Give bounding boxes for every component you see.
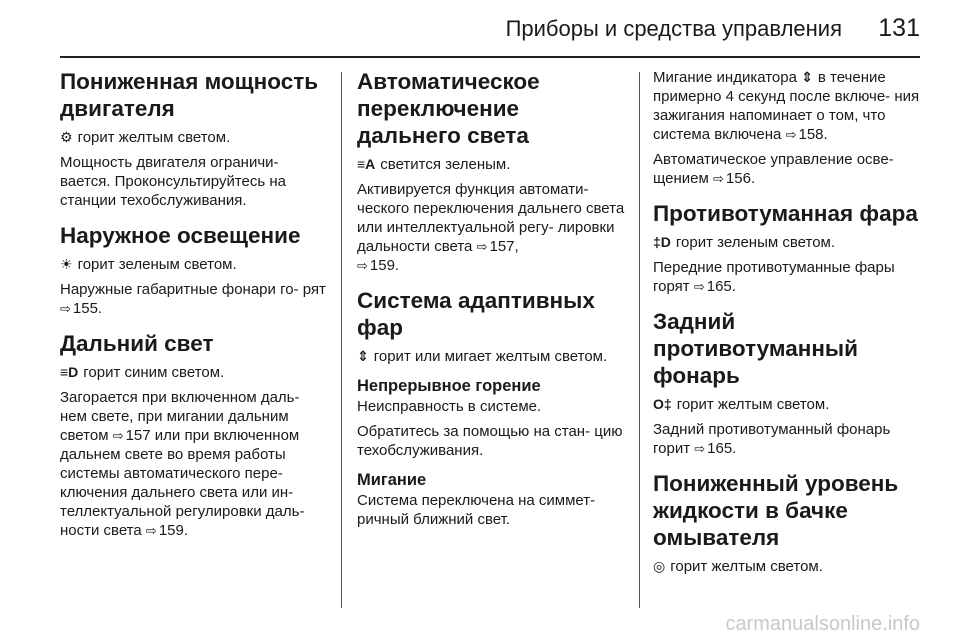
section-body: Загорается при включенном даль- нем свете, при мигании дальним светом ⇨ 157 или при включенном дальнем свете во время работы системы автоматического пере- ключения дальнего света или ин- теллектуальной регулировки даль- ности света ⇨ 159. bbox=[60, 389, 305, 539]
page-header bbox=[0, 0, 960, 56]
section-title: Наружное освещение bbox=[60, 223, 301, 248]
indicator-line bbox=[357, 347, 629, 366]
section-title: Дальний свет bbox=[60, 331, 214, 356]
indicator-text: горит желтым светом. bbox=[670, 558, 823, 575]
section-title: Задний противотуманный фонарь bbox=[653, 309, 858, 388]
adaptive-light-icon: ⇕ bbox=[801, 69, 813, 85]
washer-fluid-icon: ◎ bbox=[653, 558, 666, 574]
exterior-light-icon: ☀ bbox=[60, 256, 73, 272]
section-title: Система адаптивных фар bbox=[357, 288, 595, 340]
ref-arrow-icon: ⇨ bbox=[112, 428, 124, 443]
page-ref: 165. bbox=[707, 440, 737, 457]
indicator-text: горит желтым светом. bbox=[676, 396, 830, 413]
section-title: Автоматическое переключение дальнего света bbox=[357, 69, 540, 148]
indicator-text: горит синим светом. bbox=[83, 364, 225, 381]
ref-arrow-icon: ⇨ bbox=[60, 301, 71, 316]
page-ref: 155. bbox=[72, 300, 103, 317]
section-body: Наружные габаритные фонари го- рят ⇨ 155. bbox=[60, 281, 326, 317]
indicator-line bbox=[60, 363, 328, 382]
section-body: Активируется функция автомати- ческого переключения дальнего света или интеллектуальной регу- лировки дальности света ⇨ 157, ⇨ 159. bbox=[357, 181, 625, 274]
column-divider-2 bbox=[639, 72, 640, 608]
ref-arrow-icon: ⇨ bbox=[785, 127, 797, 142]
section-body: Мощность двигателя ограничи- вается. Проконсультируйтесь на станции техобслуживания. bbox=[60, 154, 286, 209]
section-flashing-continued bbox=[653, 68, 928, 188]
page-ref: 159. bbox=[369, 257, 400, 274]
page-ref: 156. bbox=[725, 170, 756, 187]
ref-arrow-icon: ⇨ bbox=[713, 171, 724, 186]
column-1 bbox=[60, 68, 328, 552]
indicator-text: горит зеленым светом. bbox=[675, 234, 836, 251]
section-title: Пониженная мощность двигателя bbox=[60, 69, 319, 121]
indicator-line bbox=[357, 155, 629, 174]
fog-light-icon: ‡D bbox=[653, 234, 671, 250]
indicator-line bbox=[653, 557, 928, 576]
section-rear-fog-light bbox=[653, 308, 928, 458]
section-body: Неисправность в системе. bbox=[357, 398, 542, 415]
page-number: 131 bbox=[878, 14, 920, 42]
section-title: Противотуманная фара bbox=[653, 201, 918, 226]
column-divider-1 bbox=[341, 72, 342, 608]
section-body: Система переключена на симмет- ричный ближний свет. bbox=[357, 492, 596, 528]
section-body: Автоматическое управление осве- щением ⇨ 156. bbox=[653, 151, 894, 187]
ref-arrow-icon: ⇨ bbox=[693, 279, 705, 294]
indicator-line bbox=[60, 255, 328, 274]
section-body: Мигание индикатора ⇕ в течение примерно 4 секунд после включе- ния зажигания напоминает о том, что система включена ⇨ 158. bbox=[653, 69, 920, 143]
section-body: Передние противотуманные фары горят ⇨ 165. bbox=[653, 259, 895, 295]
ref-arrow-icon: ⇨ bbox=[145, 523, 157, 538]
section-adaptive-lights bbox=[357, 287, 629, 529]
ref-arrow-icon: ⇨ bbox=[694, 441, 706, 456]
page-header-title: Приборы и средства управления bbox=[505, 16, 842, 41]
section-auto-high-beam bbox=[357, 68, 629, 275]
subsection-title: Мигание bbox=[357, 471, 427, 489]
page-ref: 157, bbox=[489, 238, 519, 255]
ref-arrow-icon: ⇨ bbox=[357, 258, 368, 273]
page-ref: 158. bbox=[798, 126, 828, 143]
indicator-text: светится зеленым. bbox=[380, 156, 511, 173]
section-high-beam bbox=[60, 330, 328, 540]
indicator-text: горит или мигает желтым светом. bbox=[373, 348, 608, 365]
section-fog-light bbox=[653, 200, 928, 296]
auto-high-beam-icon: ≡A bbox=[357, 156, 376, 172]
section-washer-fluid bbox=[653, 470, 928, 576]
indicator-text: горит желтым светом. bbox=[77, 129, 231, 146]
engine-power-icon: ⚙ bbox=[60, 129, 73, 145]
watermark: carmanualsonline.info bbox=[725, 613, 920, 635]
ref-arrow-icon: ⇨ bbox=[476, 239, 488, 254]
column-2 bbox=[357, 68, 629, 541]
section-body: Обратитесь за помощью на стан- цию техобслуживания. bbox=[357, 423, 623, 459]
page-ref: 157 bbox=[125, 427, 151, 444]
section-reduced-power bbox=[60, 68, 328, 210]
header-divider bbox=[60, 56, 920, 58]
indicator-text: горит зеленым светом. bbox=[77, 256, 237, 273]
column-3 bbox=[653, 68, 928, 588]
page-ref: 165. bbox=[706, 278, 736, 295]
section-exterior-light bbox=[60, 222, 328, 318]
adaptive-light-icon: ⇕ bbox=[357, 348, 369, 364]
section-title: Пониженный уровень жидкости в бачке омывателя bbox=[653, 471, 899, 550]
indicator-line bbox=[60, 128, 328, 147]
section-body: Задний противотуманный фонарь горит ⇨ 165. bbox=[653, 421, 891, 457]
rear-fog-light-icon: O‡ bbox=[653, 396, 672, 412]
page-ref: 159. bbox=[158, 522, 189, 539]
high-beam-icon: ≡D bbox=[60, 364, 79, 380]
subsection-title: Непрерывное горение bbox=[357, 377, 541, 395]
indicator-line bbox=[653, 233, 928, 252]
indicator-line bbox=[653, 395, 928, 414]
